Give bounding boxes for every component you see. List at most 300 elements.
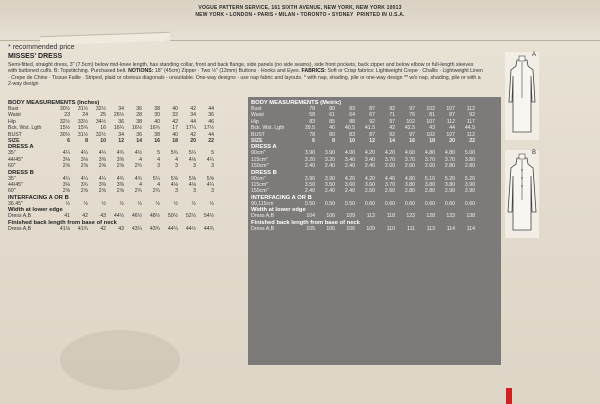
table-cell: 2¾ — [134, 188, 142, 195]
table-cell: 36 — [136, 106, 142, 112]
fabrics-label: FABRICS: — [301, 68, 327, 75]
table-cell: 32½ — [59, 118, 70, 125]
row-label: 44/45" — [8, 182, 23, 189]
nap-legend: * with nap, shading, pile or one-way design — [303, 74, 403, 81]
table-cell: 33½ — [77, 118, 88, 125]
table-cell: 3.90 — [304, 175, 315, 182]
view-a-label: A — [532, 52, 537, 58]
table-cell: 5.10 — [424, 175, 435, 182]
table-cell: 2.60 — [384, 188, 395, 195]
table-cell: 4 — [139, 156, 142, 163]
table-cell: 104 — [306, 213, 315, 220]
table-cell: 2⅝ — [62, 163, 70, 170]
table-cell: 36 — [118, 118, 124, 125]
row-label: 44/45" — [8, 156, 23, 163]
red-edge-mark — [506, 388, 512, 404]
table-cell: 114 — [446, 225, 455, 232]
interfacing-heading: INTERFACING A OR B — [251, 194, 312, 201]
table-cell: 43 — [118, 225, 124, 232]
table-cell: 8 — [85, 138, 88, 145]
table-cell: 16 — [154, 138, 160, 145]
table-cell: 106 — [326, 225, 335, 232]
row-label: Waist — [8, 112, 21, 119]
table-cell: 105 — [306, 225, 315, 232]
row-label: 150cm" — [251, 188, 269, 195]
table-cell: 3.50 — [304, 182, 315, 189]
table-cell: 4.20 — [364, 175, 375, 182]
table-cell: 0.60 — [424, 200, 435, 207]
fabrics-text: Soft or Crisp fabrics: Lightweight Crepe · Challis · Lightweight Linen · Crepe de Chine · Tissue Faille . Striped, plaid or obvious diagonals - unsuitable. One-way designs - use nap fabric and layouts. — [8, 68, 483, 81]
table-cell: 4.20 — [344, 175, 355, 182]
publisher-header — [0, 5, 600, 19]
row-label: 60" — [8, 163, 16, 170]
table-cell: 4¼ — [80, 150, 88, 157]
publisher-cities: NEW YORK • LONDON • PARIS • MILAN • TORONTO • SYDNEY PRINTED IN U.S.A. — [195, 12, 405, 18]
table-cell: 113 — [366, 213, 375, 220]
width-heading: Width at lower edge — [251, 207, 306, 214]
table-cell: 2¾ — [152, 188, 160, 195]
dress-back-a-drawing — [505, 52, 539, 140]
table-cell: 4¼ — [98, 150, 106, 157]
table-cell: 22 — [469, 138, 475, 145]
table-cell: 18 — [429, 138, 435, 145]
table-cell: ½ — [191, 200, 196, 207]
table-cell: 3.20 — [324, 156, 335, 163]
table-cell: 117 — [466, 118, 475, 125]
table-cell: 5.00 — [464, 150, 475, 157]
table-cell: 3.80 — [404, 182, 415, 189]
table-cell: 80 — [329, 131, 335, 138]
table-cell: 3⅜ — [116, 182, 124, 189]
table-cell: 31½ — [77, 106, 88, 112]
table-cell: 4 — [157, 156, 160, 163]
notions-text: 18" (45cm) Zipper · Two ½" (13mm) Buttons · Hooks and Eyes. — [154, 68, 301, 75]
stain — [60, 330, 180, 390]
table-cell: 52½ — [185, 213, 196, 220]
table-cell: 30½ — [59, 131, 70, 138]
dress-a-heading: DRESS A — [251, 144, 277, 151]
row-label: Bck. Wst. Lgth — [8, 125, 42, 132]
table-cell: 4.80 — [424, 150, 435, 157]
table-cell: 3¾ — [80, 182, 88, 189]
table-cell: 4¾ — [116, 175, 124, 182]
table-cell: 4¾ — [134, 175, 142, 182]
table-cell: 106 — [326, 213, 335, 220]
table-cell: 44 — [190, 118, 196, 125]
interfacing-heading: INTERFACING A OR B — [8, 194, 69, 201]
table-cell: 40 — [172, 106, 178, 112]
table-cell: 4¼ — [206, 182, 214, 189]
table-cell: 3.70 — [424, 156, 435, 163]
table-cell: 4.20 — [384, 150, 395, 157]
table-cell: 3⅛ — [62, 182, 70, 189]
table-cell: 92 — [389, 106, 395, 112]
width-heading: Width at lower edge — [8, 207, 63, 214]
table-cell: 4¼ — [62, 175, 70, 182]
row-label: 36.45" — [8, 200, 23, 207]
table-cell: 3.20 — [304, 156, 315, 163]
table-cell: 20 — [449, 138, 455, 145]
table-cell: 2.50 — [364, 188, 375, 195]
table-cell: 42 — [100, 225, 106, 232]
table-cell: 17 — [172, 125, 178, 132]
dress-a-yardage-table — [251, 150, 477, 169]
table-cell: 83 — [309, 118, 315, 125]
table-cell: 102 — [426, 131, 435, 138]
view-b-sketch — [505, 150, 539, 238]
table-cell: 43 — [429, 125, 435, 132]
table-cell: 41.5 — [364, 125, 375, 132]
table-cell: 15½ — [59, 125, 70, 132]
table-cell: 14 — [389, 138, 395, 145]
table-cell: 110 — [386, 225, 395, 232]
table-cell: 42 — [389, 125, 395, 132]
table-cell: 17¼ — [185, 125, 196, 132]
table-cell: 38 — [154, 106, 160, 112]
dress-b-yardage-table — [251, 176, 477, 195]
table-cell: 0.60 — [384, 200, 395, 207]
row-label: 90cm" — [251, 175, 266, 182]
table-cell: 32 — [172, 112, 178, 119]
table-cell: 97 — [409, 131, 415, 138]
table-cell: 40 — [329, 125, 335, 132]
table-cell: 38 — [136, 118, 142, 125]
table-cell: 30½ — [59, 106, 70, 112]
table-cell: 16 — [409, 138, 415, 145]
table-cell: 97 — [389, 118, 395, 125]
table-cell: 67 — [369, 112, 375, 119]
row-label: SIZE — [8, 138, 20, 145]
table-cell: 5.20 — [444, 175, 455, 182]
row-label: Dress A,B — [251, 213, 275, 220]
table-cell: 3.70 — [404, 156, 415, 163]
table-cell: 44.5 — [464, 125, 475, 132]
table-cell: 87 — [449, 112, 455, 119]
row-label: Bust — [8, 106, 19, 112]
table-cell: 6 — [312, 138, 315, 145]
table-cell: 8 — [332, 138, 335, 145]
table-cell: 10 — [100, 138, 106, 145]
table-cell: 46½ — [131, 213, 142, 220]
table-cell: 44½ — [113, 213, 124, 220]
table-cell: 40 — [154, 118, 160, 125]
table-cell: 2.40 — [364, 163, 375, 170]
notions-label: NOTIONS: — [128, 68, 154, 75]
table-row — [251, 226, 477, 232]
table-cell: 5¼ — [188, 150, 196, 157]
table-cell: 88 — [349, 118, 355, 125]
table-cell: 3 — [211, 163, 214, 170]
table-cell: 128 — [426, 213, 435, 220]
imperial-measurements — [8, 100, 216, 232]
table-cell: 2⅝ — [98, 163, 106, 170]
row-label: Bust — [251, 106, 262, 112]
table-cell: 3.40 — [344, 156, 355, 163]
recommended-price-note: * recommended price — [8, 44, 75, 51]
dress-a-yardage-table — [8, 150, 216, 169]
table-cell: 23 — [64, 112, 70, 119]
row-label: BUST — [8, 131, 22, 138]
row-label: 35" — [8, 175, 16, 182]
table-cell: 4¼ — [206, 156, 214, 163]
table-cell: 3.80 — [444, 182, 455, 189]
row-label: 90,115cm — [251, 200, 274, 207]
table-cell: 44 — [208, 106, 214, 112]
table-cell: 112 — [466, 131, 475, 138]
table-cell: 40 — [172, 131, 178, 138]
table-cell: 3.60 — [364, 182, 375, 189]
table-cell: 4.80 — [404, 175, 415, 182]
dress-b-heading: DRESS B — [8, 169, 34, 176]
table-cell: 16¼ — [113, 125, 124, 132]
table-cell: 4.80 — [444, 150, 455, 157]
table-cell: 3.90 — [324, 175, 335, 182]
row-label: Hip — [251, 118, 259, 125]
table-cell: 2.40 — [324, 163, 335, 170]
table-cell: 118 — [386, 213, 395, 220]
table-cell: 4 — [175, 156, 178, 163]
table-cell: 2⅝ — [98, 188, 106, 195]
table-cell: 4⅛ — [188, 156, 196, 163]
body-measurements-table — [251, 106, 477, 144]
table-cell: 42 — [190, 131, 196, 138]
table-cell: 0.50 — [324, 200, 335, 207]
table-cell: 4¼ — [80, 175, 88, 182]
table-cell: 92 — [389, 131, 395, 138]
table-cell: 78 — [309, 106, 315, 112]
table-cell: 92 — [369, 118, 375, 125]
table-cell: 3.80 — [464, 156, 475, 163]
table-cell: 3.90 — [464, 182, 475, 189]
table-cell: 87 — [369, 131, 375, 138]
table-cell: 83 — [349, 131, 355, 138]
table-cell: 133 — [446, 213, 455, 220]
table-cell: 2.80 — [444, 163, 455, 170]
table-cell: 12 — [118, 138, 124, 145]
table-cell: 34 — [118, 106, 124, 112]
table-cell: 5¾ — [170, 150, 178, 157]
table-cell: 34½ — [95, 118, 106, 125]
table-cell: 54½ — [203, 213, 214, 220]
table-cell: 4½ — [134, 150, 142, 157]
table-cell: ½ — [173, 200, 178, 207]
table-cell: 5 — [157, 150, 160, 157]
table-cell: 3⅛ — [80, 156, 88, 163]
table-cell: 61 — [329, 112, 335, 119]
row-label: Dress A,B — [251, 225, 275, 232]
table-cell: 106 — [346, 225, 355, 232]
table-cell: 3⅜ — [98, 156, 106, 163]
table-cell: 44¾ — [203, 225, 214, 232]
table-cell: 3⅜ — [116, 156, 124, 163]
table-cell: 112 — [466, 106, 475, 112]
table-cell: 17½ — [203, 125, 214, 132]
table-cell: 2.80 — [424, 188, 435, 195]
table-cell: 32½ — [95, 131, 106, 138]
length-heading: Finished back length from base of neck — [251, 219, 360, 226]
table-cell: 2¾ — [134, 163, 142, 170]
table-cell: 26½ — [113, 112, 124, 119]
table-cell: 48½ — [149, 213, 160, 220]
table-cell: 111 — [407, 225, 415, 232]
table-cell: 3 — [193, 163, 196, 170]
table-cell: 3.70 — [444, 156, 455, 163]
row-label: Dress A,B — [8, 225, 32, 232]
length-heading: Finished back length from base of neck — [8, 219, 117, 226]
description-text: Semi-fitted, straight dress, 3" (7.5cm) below mid-knee length, has standing collar, front and back flange, side panels (no side seams), side front pockets, back zipper and below elbow or full-length sleeves with buttoned cuffs. B: Topstitching. Purchased belt. — [8, 62, 474, 75]
table-cell: 3.70 — [384, 156, 395, 163]
table-cell: 76 — [409, 112, 415, 119]
table-cell: 15¾ — [77, 125, 88, 132]
table-cell: 43¾ — [149, 225, 160, 232]
table-cell: 112 — [446, 118, 455, 125]
length-table — [251, 226, 477, 232]
table-cell: 28 — [136, 112, 142, 119]
table-cell: 2.60 — [384, 163, 395, 170]
table-cell: 50½ — [167, 213, 178, 220]
table-cell: 107 — [446, 131, 455, 138]
table-cell: 2⅝ — [80, 188, 88, 195]
table-cell: 78 — [309, 131, 315, 138]
table-cell: 16¾ — [149, 125, 160, 132]
table-cell: 44 — [208, 131, 214, 138]
table-cell: 4 — [157, 182, 160, 189]
table-cell: 16 — [100, 125, 106, 132]
table-cell: 42 — [172, 118, 178, 125]
table-cell: 14 — [136, 138, 142, 145]
table-cell: 107 — [446, 106, 455, 112]
table-cell: 109 — [366, 225, 375, 232]
table-cell: 2⅝ — [116, 163, 124, 170]
no-nap-legend: ** w/o nap, shading, pile or with a 2-way design — [8, 74, 481, 88]
table-cell: 2⅝ — [62, 188, 70, 195]
table-cell: 58 — [309, 112, 315, 119]
table-cell: 64 — [349, 112, 355, 119]
row-label: 35" — [8, 150, 16, 157]
table-cell: 3⅛ — [62, 156, 70, 163]
table-cell: 32½ — [95, 106, 106, 112]
row-label: SIZE — [251, 138, 263, 145]
table-cell: 22 — [208, 138, 214, 145]
table-cell: 114 — [466, 225, 475, 232]
table-cell: ½ — [65, 200, 70, 207]
table-cell: 2.40 — [344, 163, 355, 170]
table-cell: 41 — [64, 213, 70, 220]
table-cell: 16½ — [131, 125, 142, 132]
table-cell: 3 — [193, 188, 196, 195]
printed-in: PRINTED IN U.S.A. — [356, 12, 405, 18]
table-cell: 2.90 — [464, 188, 475, 195]
table-cell: 3 — [211, 188, 214, 195]
table-cell: 0.60 — [364, 200, 375, 207]
table-cell: 85 — [329, 118, 335, 125]
table-cell: 83 — [349, 106, 355, 112]
row-label: 90cm" — [251, 150, 266, 157]
body-measurements-heading: BODY MEASUREMENTS (Metric) — [251, 100, 342, 106]
table-cell: 3⅜ — [98, 182, 106, 189]
pattern-title: MISSES' DRESS — [8, 53, 63, 60]
table-cell: 2.40 — [344, 188, 355, 195]
table-cell: 4¾ — [116, 150, 124, 157]
body-measurements-heading: BODY MEASUREMENTS (Inches) — [8, 100, 100, 106]
table-cell: 3.40 — [364, 156, 375, 163]
table-cell: 30 — [154, 112, 160, 119]
row-label: 115cm" — [251, 156, 269, 163]
table-cell: ½ — [209, 200, 214, 207]
view-b-label: B — [532, 150, 537, 156]
table-row — [8, 226, 216, 232]
table-cell: 109 — [346, 213, 355, 220]
table-cell: 3.90 — [304, 150, 315, 157]
table-cell: 18 — [172, 138, 178, 145]
row-label: 60" — [8, 188, 16, 195]
table-cell: 0.60 — [464, 200, 475, 207]
table-cell: ½ — [101, 200, 106, 207]
table-cell: 107 — [426, 118, 435, 125]
row-label: 150cm" — [251, 163, 269, 170]
table-cell: 3 — [175, 163, 178, 170]
table-cell: 43¼ — [131, 225, 142, 232]
table-cell: 5⅝ — [206, 175, 214, 182]
table-cell: 2⅝ — [116, 188, 124, 195]
table-cell: 31½ — [77, 131, 88, 138]
table-cell: 41¾ — [77, 225, 88, 232]
table-cell: 0.50 — [304, 200, 315, 207]
table-cell: 40.5 — [344, 125, 355, 132]
table-cell: 34 — [190, 112, 196, 119]
table-cell: 25 — [100, 112, 106, 119]
table-cell: 3 — [175, 188, 178, 195]
metric-panel — [248, 97, 501, 365]
table-cell: 4⅛ — [188, 182, 196, 189]
table-cell: 2.90 — [444, 188, 455, 195]
table-cell: 43 — [100, 213, 106, 220]
table-cell: 20 — [190, 138, 196, 145]
table-cell: 4.20 — [364, 150, 375, 157]
table-cell: 36 — [208, 112, 214, 119]
table-cell: 44½ — [185, 225, 196, 232]
table-cell: 102 — [426, 106, 435, 112]
table-cell: 5 — [211, 150, 214, 157]
dress-b-yardage-table — [8, 176, 216, 195]
row-label: Waist — [251, 112, 264, 119]
table-cell: 3.70 — [384, 182, 395, 189]
table-cell: 24 — [82, 112, 88, 119]
table-cell: 3 — [157, 163, 160, 170]
table-cell: 4.00 — [344, 150, 355, 157]
table-cell: 2.80 — [404, 188, 415, 195]
row-label: Dress A,B — [8, 213, 32, 220]
table-cell: ½ — [137, 200, 142, 207]
table-cell: ½ — [83, 200, 88, 207]
table-cell: 46 — [208, 118, 214, 125]
table-cell: 2.40 — [304, 163, 315, 170]
table-cell: 41⅛ — [59, 225, 70, 232]
table-cell: 10 — [349, 138, 355, 145]
length-table — [8, 226, 216, 232]
table-cell: 3.80 — [424, 182, 435, 189]
table-cell: 6 — [67, 138, 70, 145]
table-cell: 42 — [190, 106, 196, 112]
table-cell: 71 — [389, 112, 395, 119]
table-cell: 36 — [136, 131, 142, 138]
dress-a-heading: DRESS A — [8, 144, 34, 151]
table-cell: 2.80 — [464, 163, 475, 170]
dress-back-b-drawing — [505, 150, 539, 238]
table-cell: 4 — [139, 182, 142, 189]
table-cell: 102 — [406, 118, 415, 125]
table-cell: 44¼ — [167, 225, 178, 232]
